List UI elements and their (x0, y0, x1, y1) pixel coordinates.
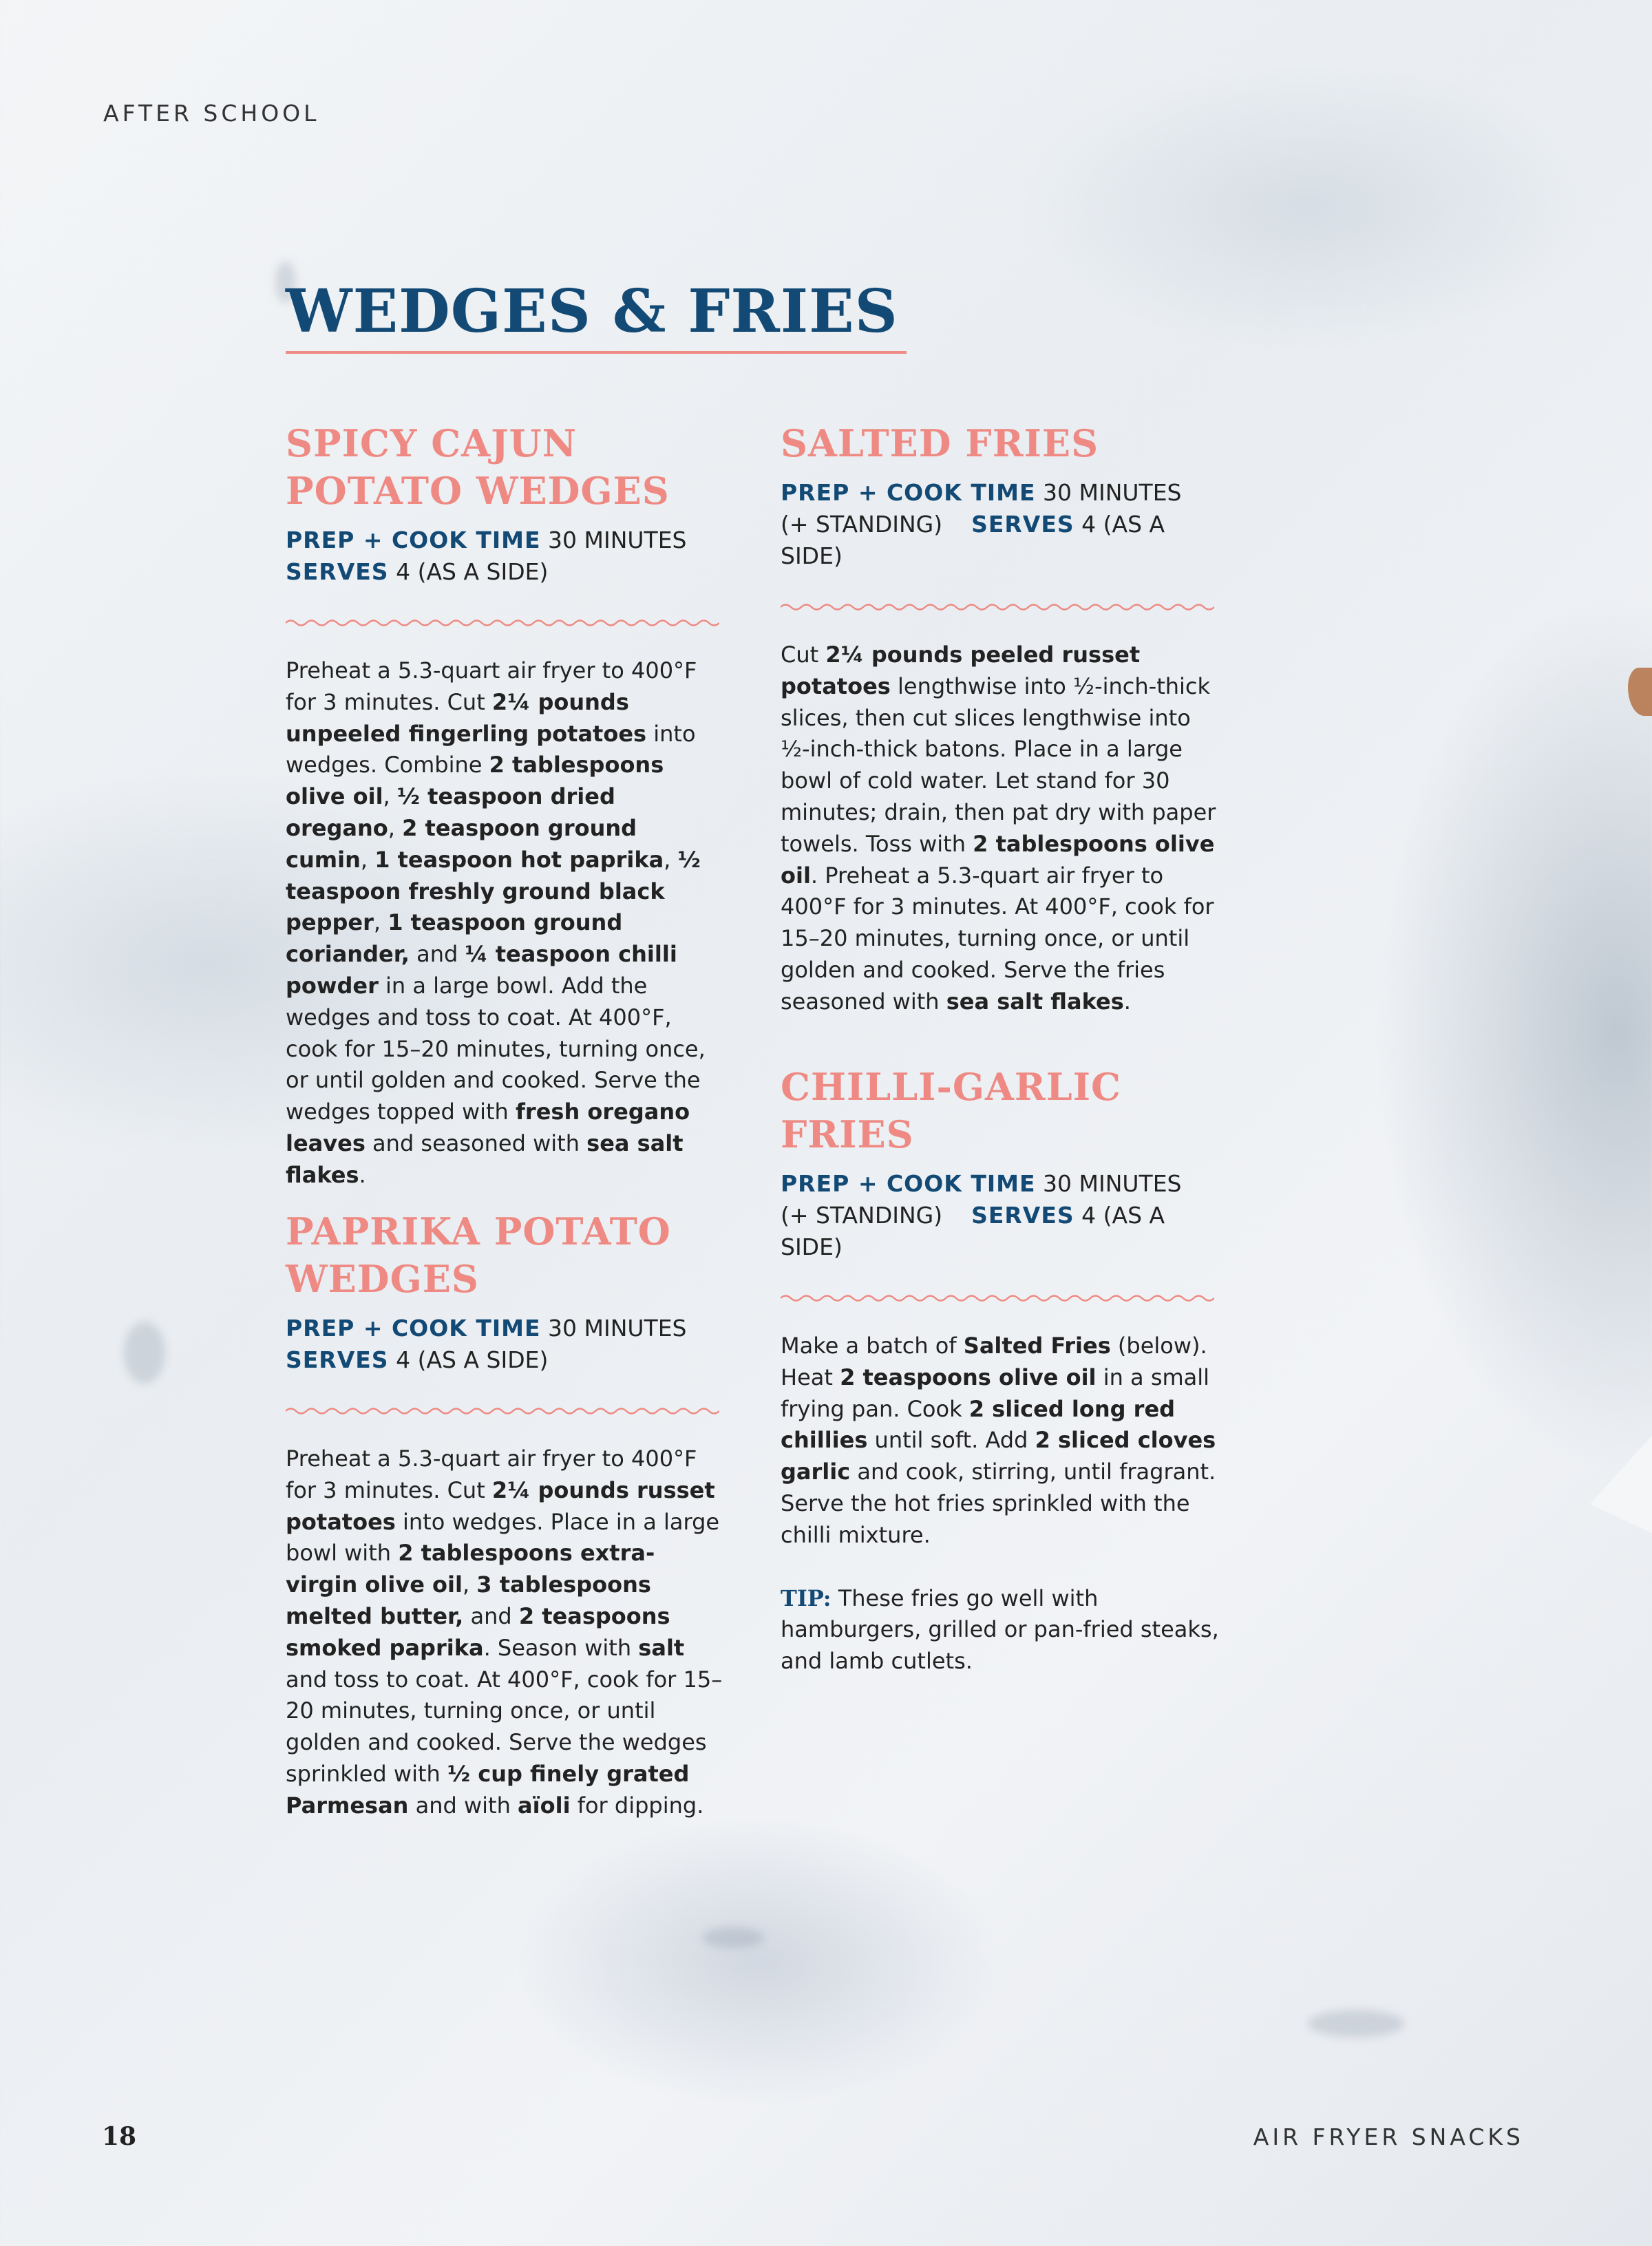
ingredient-text: aïoli (518, 1792, 571, 1819)
method-text: and toss to coat. At 400°F, cook for 15–20 minutes, turning once, or until golden and cooked. Serve the wedges sprinkled with (286, 1666, 723, 1787)
food-edge-decoration (1628, 668, 1652, 716)
ingredient-text: 2 tablespoons extra-virgin olive oil (286, 1540, 655, 1598)
ingredient-text: ½ teaspoon freshly ground black pepper (286, 846, 701, 936)
ingredient-text: sea salt flakes (946, 988, 1124, 1015)
method-text: . Season with (483, 1634, 639, 1661)
ingredient-text: 2 sliced cloves garlic (781, 1427, 1216, 1485)
method-text: , (360, 846, 375, 873)
method-text: and seasoned with (365, 1130, 587, 1156)
recipe-title-line: SPICY CAJUN (286, 421, 578, 465)
recipe-title (286, 1208, 726, 1303)
recipe-meta (781, 477, 1221, 572)
prep-time-value: 30 MINUTES (548, 527, 687, 553)
recipe-method (286, 1443, 726, 1822)
method-text: Cut (781, 642, 826, 668)
ingredient-text: 2 tablespoons olive oil (286, 752, 664, 810)
serves-value: 4 (AS A SIDE) (396, 1346, 549, 1373)
ingredient-text: 2¼ pounds russet potatoes (286, 1476, 715, 1535)
serves-value: 4 (AS A SIDE) (781, 1202, 1165, 1260)
ingredient-text: ¼ teaspoon chilli powder (286, 941, 677, 999)
recipe-title (286, 420, 726, 515)
ingredient-text: ½ cup finely grated Parmesan (286, 1760, 690, 1819)
recipe-title-line: SALTED FRIES (781, 421, 1099, 465)
page-title: WEDGES & FRIES (286, 277, 898, 346)
method-text: . (1123, 988, 1131, 1015)
recipe-tip (781, 1583, 1221, 1677)
ingredient-text: Salted Fries (963, 1333, 1111, 1359)
method-text: and (463, 1602, 519, 1629)
section-running-head: AFTER SCHOOL (103, 100, 320, 127)
serves-value: 4 (AS A SIDE) (781, 511, 1165, 569)
serves-label: SERVES (286, 558, 389, 585)
ingredient-text: 1 teaspoon ground coriander, (286, 909, 623, 968)
method-text: , (664, 846, 678, 873)
wavy-divider (781, 1293, 1214, 1303)
method-text: Make a batch of (781, 1333, 964, 1359)
paper-edge-decoration (1590, 1432, 1652, 1535)
tip-label: TIP: (781, 1585, 832, 1611)
background-smudge (1308, 2010, 1404, 2037)
method-text: (below). Heat (781, 1333, 1207, 1390)
wavy-divider (781, 602, 1214, 612)
recipe-meta (286, 525, 726, 588)
tip-text: These fries go well with hamburgers, grilled or pan-fried steaks, and lamb cutlets. (781, 1585, 1219, 1675)
prep-time-value: 30 MINUTES (1043, 479, 1182, 506)
prep-time-label: PREP + COOK TIME (781, 1170, 1036, 1197)
wavy-divider (286, 1406, 719, 1416)
serves-label: SERVES (971, 511, 1074, 538)
ingredient-text: 2 tablespoons olive oil (781, 830, 1215, 889)
recipe-method (781, 639, 1221, 1018)
method-text: for dipping. (570, 1792, 704, 1819)
prep-time-value: 30 MINUTES (1043, 1170, 1182, 1197)
recipe-spicy-cajun-potato-wedges (286, 420, 726, 1214)
standing-note: (+ STANDING) (781, 1202, 943, 1229)
recipe-title-line: CHILLI-GARLIC (781, 1065, 1121, 1109)
book-running-footer: AIR FRYER SNACKS (1253, 2123, 1524, 2150)
method-text: Preheat a 5.3-quart air fryer to 400°F for 3 minutes. Cut (286, 657, 697, 715)
prep-time-value: 30 MINUTES (548, 1315, 687, 1342)
ingredient-text: sea salt flakes (286, 1130, 684, 1188)
ingredient-text: 1 teaspoon hot paprika (374, 846, 664, 873)
method-text: , (388, 814, 403, 841)
ingredient-text: 2 teaspoons olive oil (840, 1364, 1097, 1390)
method-text: Preheat a 5.3-quart air fryer to 400°F for 3 minutes. Cut (286, 1445, 697, 1503)
method-text: , (373, 909, 388, 936)
ingredient-text: 2 teaspoon ground cumin (286, 814, 637, 873)
recipe-title (781, 1063, 1221, 1158)
background-smudge (124, 1322, 165, 1384)
ingredient-text: 2¼ pounds unpeeled fingerling potatoes (286, 688, 647, 747)
recipe-title-line: WEDGES (286, 1257, 479, 1301)
method-text: , (462, 1571, 477, 1598)
serves-label: SERVES (286, 1346, 389, 1373)
wavy-divider (286, 618, 719, 628)
method-text: and cook, stirring, until fragrant. Serve the hot fries sprinkled with the chilli mixture. (781, 1459, 1216, 1548)
recipe-title (781, 420, 1221, 467)
method-text: . Preheat a 5.3-quart air fryer to 400°F for 3 minutes. At 400°F, cook for 15–20 minutes, turning once, or until golden and cooked. Serve the fries seasoned with (781, 862, 1214, 1015)
recipe-meta (781, 1168, 1221, 1263)
method-text: in a small frying pan. Cook (781, 1364, 1210, 1422)
ingredient-text: salt (638, 1634, 685, 1661)
method-text: and with (408, 1792, 518, 1819)
recipe-method (286, 655, 726, 1191)
prep-time-label: PREP + COOK TIME (781, 479, 1036, 506)
method-text: into wedges. Combine (286, 720, 696, 778)
method-text: lengthwise into ½-inch-thick slices, then cut slices lengthwise into ½-inch-thick batons. Place in a large bowl of cold water. Let stand for 30 minutes; drain, then pat dry with paper towels. Toss with (781, 672, 1216, 857)
prep-time-label: PREP + COOK TIME (286, 1315, 541, 1342)
recipe-paprika-potato-wedges (286, 1208, 726, 1844)
recipe-title-line: POTATO WEDGES (286, 469, 670, 513)
standing-note: (+ STANDING) (781, 511, 943, 538)
ingredient-text: 2 sliced long red chillies (781, 1395, 1176, 1454)
method-text: and (409, 941, 465, 968)
method-text: into wedges. Place in a large bowl with (286, 1508, 720, 1567)
method-text: . (359, 1161, 366, 1188)
recipe-title-line: PAPRIKA POTATO (286, 1209, 671, 1253)
ingredient-text: 3 tablespoons melted butter, (286, 1571, 651, 1629)
title-underline (286, 351, 907, 354)
background-smudge (702, 1927, 764, 1948)
recipe-method (781, 1331, 1221, 1551)
recipe-salted-fries (781, 420, 1221, 1040)
ingredient-text: 2 teaspoons smoked paprika (286, 1602, 670, 1661)
serves-value: 4 (AS A SIDE) (396, 558, 549, 585)
ingredient-text: fresh oregano leaves (286, 1099, 690, 1156)
recipe-title-line: FRIES (781, 1112, 914, 1156)
page-number: 18 (102, 2122, 137, 2151)
method-text: until soft. Add (867, 1427, 1035, 1454)
method-text: in a large bowl. Add the wedges and toss to coat. At 400°F, cook for 15–20 minutes, turning once, or until golden and cooked. Serve the wedges topped with (286, 972, 706, 1125)
serves-label: SERVES (971, 1202, 1074, 1229)
method-text: , (383, 783, 397, 810)
prep-time-label: PREP + COOK TIME (286, 527, 541, 553)
ingredient-text: 2¼ pounds peeled russet potatoes (781, 642, 1141, 699)
recipe-chilli-garlic-fries (781, 1063, 1221, 1699)
recipe-meta (286, 1313, 726, 1376)
ingredient-text: ½ teaspoon dried oregano (286, 783, 615, 841)
